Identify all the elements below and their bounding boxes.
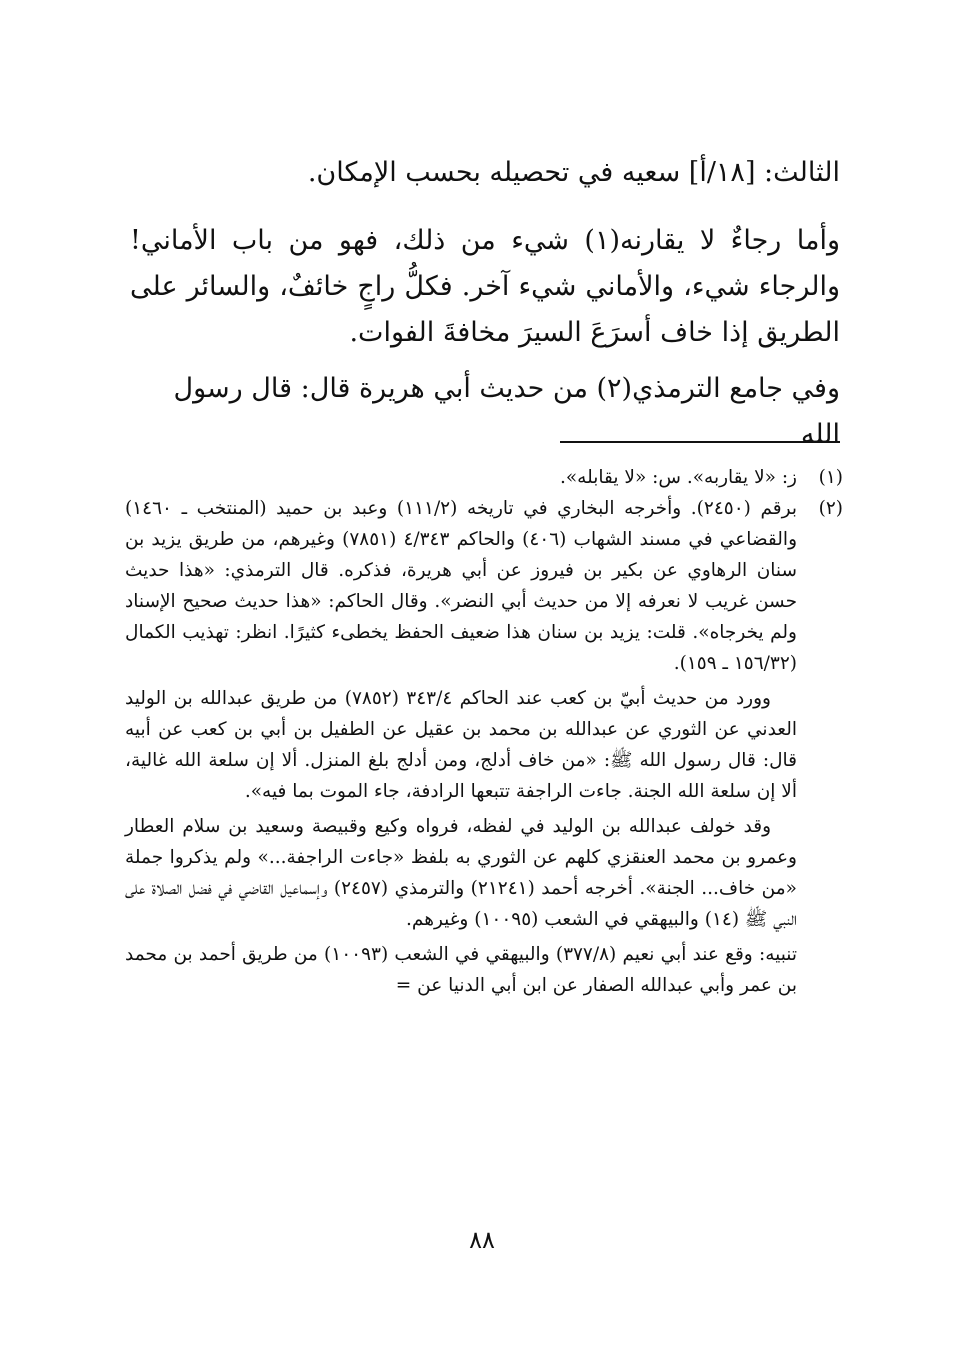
main-paragraph-3: وفي جامع الترمذي(٢) من حديث أبي هريرة قال: قال رسول الله bbox=[173, 373, 840, 450]
footnote-continuation-1 bbox=[125, 683, 843, 807]
footnotes bbox=[125, 462, 843, 1001]
main-paragraph-2: وأما رجاءٌ لا يقارنه(١) شيء من ذلك، فهو من باب الأماني! والرجاء شيء، والأماني شيء آخر. فكلُّ راجٍ خائفٌ، والسائر على الطريق إذا خاف أسرَعَ السيرَ مخافةَ الفوات. bbox=[130, 225, 840, 348]
footnote-number: (٢) bbox=[818, 498, 843, 519]
footnote-text: برقم (٢٤٥٠). وأخرجه البخاري في تاريخه (١١١/٢) وعبد بن حميد (المنتخب ـ ١٤٦٠) والقضاعي في مسند الشهاب (٤٠٦) والحاكم ٤/٣٤٣ (٧٨٥١) وغيرهم، من طريق يزيد بن سنان الرهاوي عن بكير بن فيروز عن أبي هريرة، فذكره. قال الترمذي: «هذا حديث حسن غريب لا نعرفه إلا من حديث أبي النضر». وقال الحاكم: «هذا حديث صحيح الإسناد ولم يخرجاه». قلت: يزيد بن سنان هذا ضعيف الحفظ يخطىء كثيرًا. انظر: تهذيب الكمال (١٥٦/٣٢ ـ ١٥٩). bbox=[125, 498, 798, 674]
page-number: ٨٨ bbox=[469, 1226, 495, 1254]
continuation-text: وورد من حديث أبيّ بن كعب عند الحاكم ٣٤٣/٤ (٧٨٥٢) من طريق عبدالله بن الوليد العدني عن الثوري عن عبدالله بن محمد بن عقيل عن الطفيل بن أبي بن كعب عن أبيه قال: قال رسول الله ﷺ: «من خاف أدلج، ومن أدلج بلغ المنزل. ألا إن سلعة الله غالية، ألا إن سلعة الله الجنة. جاءت الراجفة تتبعها الرادفة، جاء الموت بما فيه». bbox=[125, 688, 797, 802]
main-line-1: الثالث: [١٨/أ] سعيه في تحصيله بحسب الإمكان. bbox=[307, 157, 840, 188]
continuation-text: تنبيه: وقع عند أبي نعيم (٣٧٧/٨) والبيهقي في الشعب (١٠٠٩٣) من طريق أحمد بن محمد بن عمر وأبي عبدالله الصفار عن ابن أبي الدنيا عن = bbox=[125, 944, 798, 996]
footnote-separator bbox=[560, 441, 840, 443]
footnote-text: ز: «لا يقاربه». س: «لا يقابله». bbox=[559, 467, 797, 488]
footnote-number: (١) bbox=[818, 467, 843, 488]
footnote-2 bbox=[125, 493, 843, 679]
footnote-continuation-3 bbox=[125, 939, 843, 1001]
footnote-continuation-2 bbox=[125, 811, 843, 935]
footnote-1 bbox=[125, 462, 843, 493]
continuation-text: وقد خولف عبدالله بن الوليد في لفظه، فرواه وكيع وقبيصة وسعيد بن سلام العطار وعمرو بن محمد العنقزي كلهم عن الثوري به بلفظ «جاءت الراجفة...» ولم يذكروا جملة «من خاف... الجنة». أخرجه أحمد (٢١٢٤١) والترمذي (٢٤٥٧) وإسماعيل القاضي في فضل الصلاة على النبي ﷺ (١٤) والبيهقي في الشعب (١٠٠٩٥) وغيرهم. bbox=[125, 816, 797, 930]
